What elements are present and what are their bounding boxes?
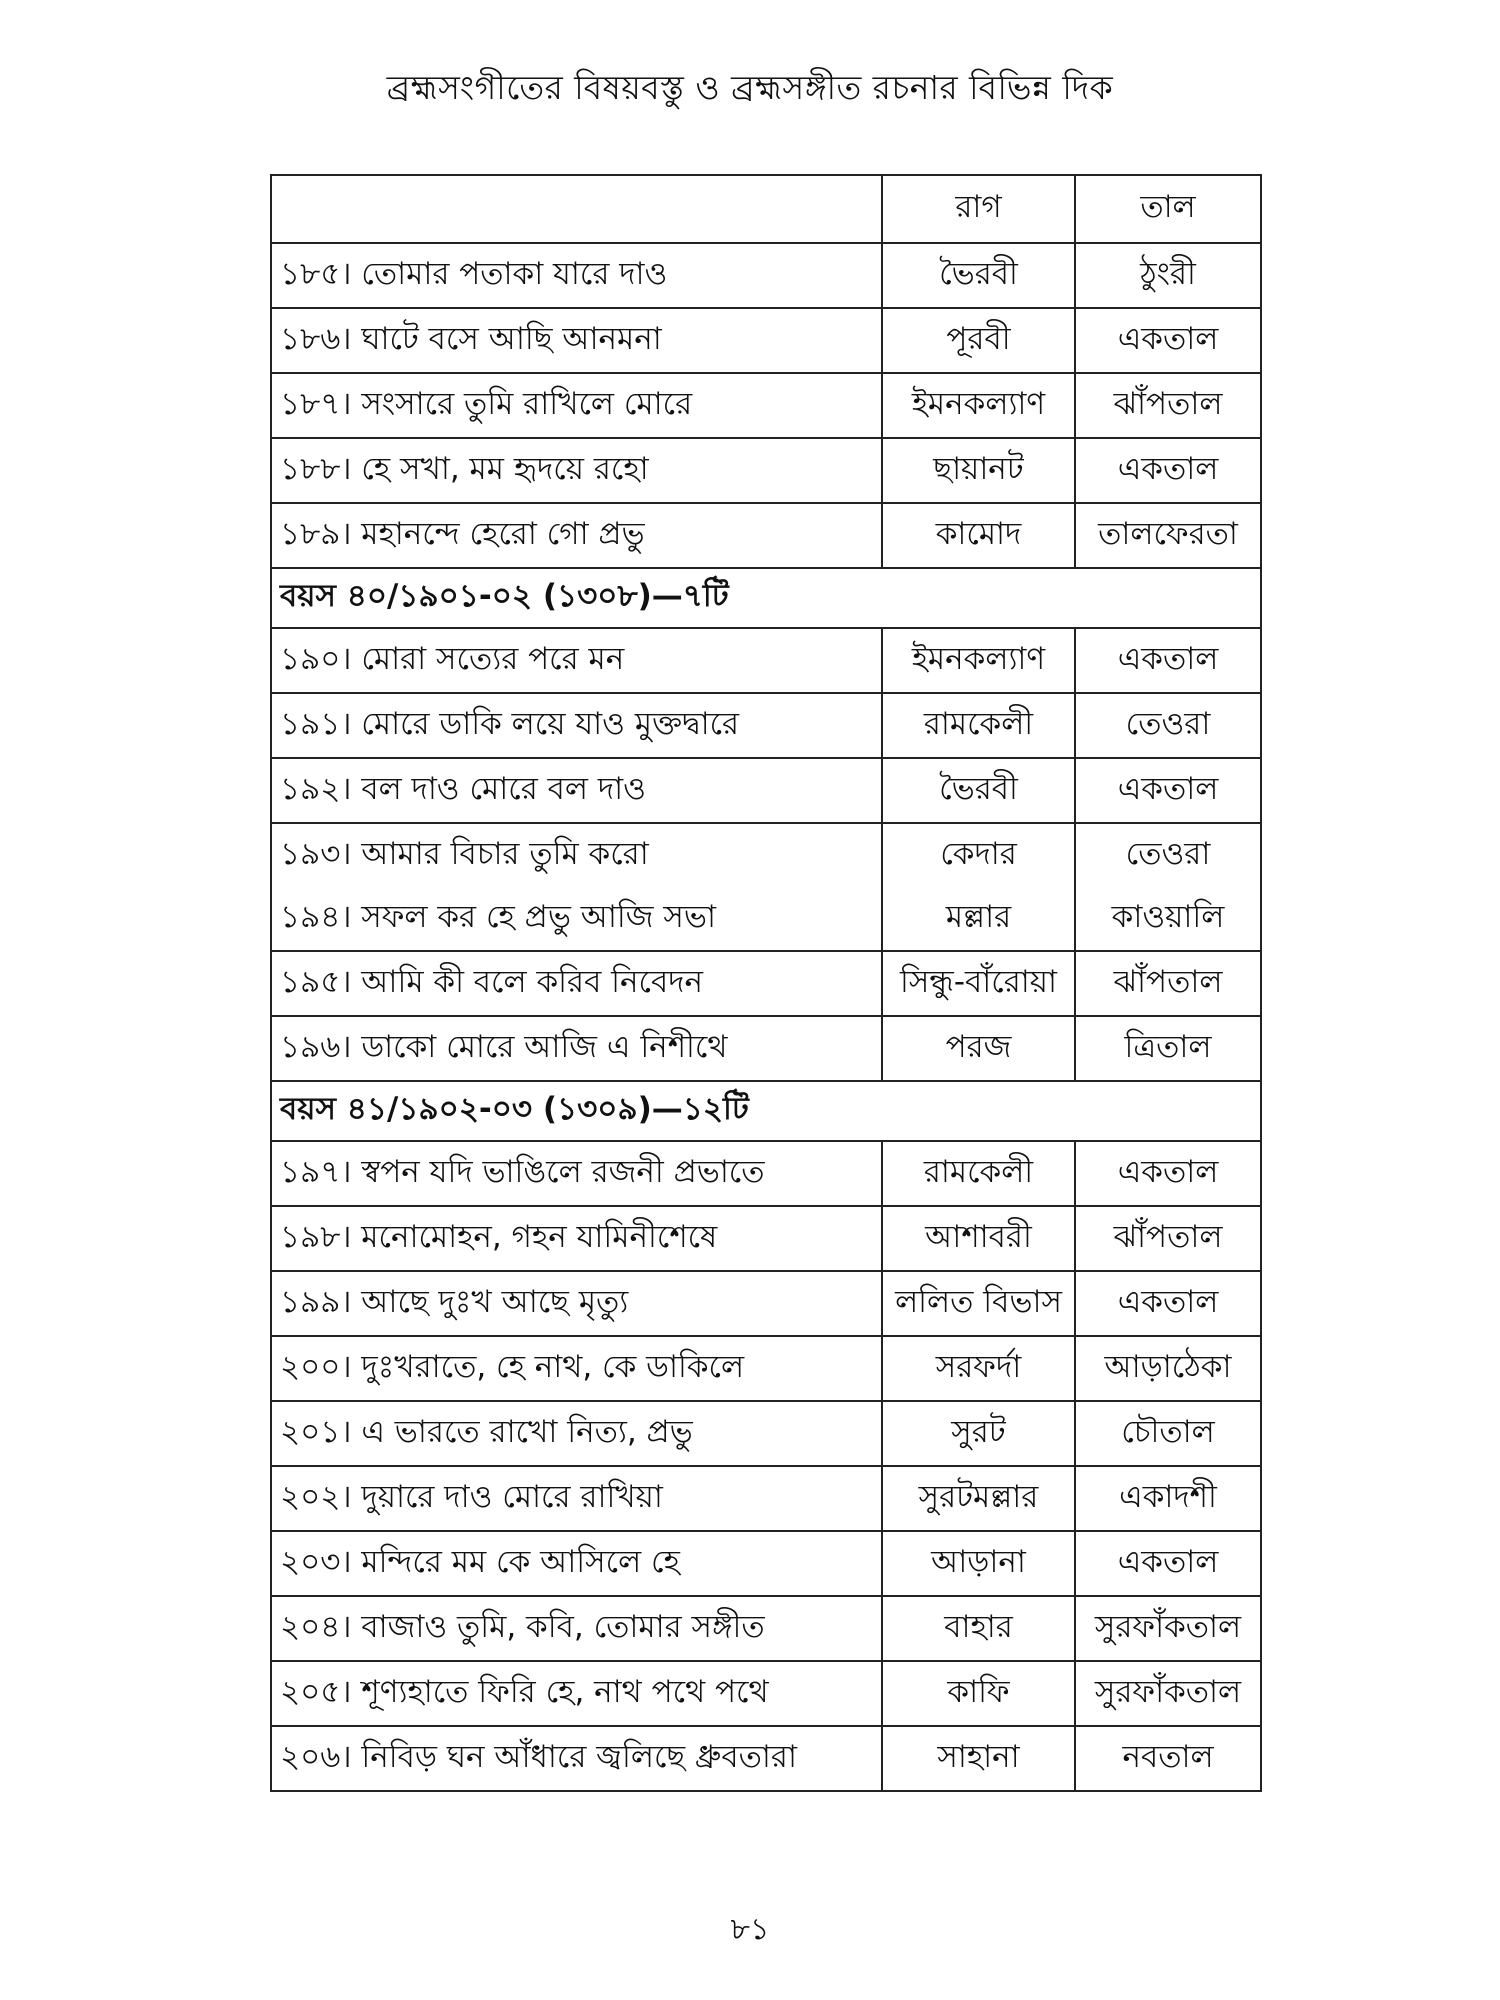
song-title-cell: ১৯১। মোরে ডাকি লয়ে যাও মুক্তদ্বারে xyxy=(271,693,882,758)
tala-cell: একতাল xyxy=(1075,308,1261,373)
table-row xyxy=(271,628,1261,693)
table-row xyxy=(271,758,1261,823)
tala-cell: চৌতাল xyxy=(1075,1401,1261,1466)
raga-cell: কেদার xyxy=(882,823,1075,887)
section-heading: বয়স ৪০/১৯০১-০২ (১৩০৮)—৭টি xyxy=(271,568,1261,628)
song-title-cell: ১৯৪। সফল কর হে প্রভু আজি সভা xyxy=(271,887,882,951)
table-row xyxy=(271,1466,1261,1531)
raga-cell: রামকেলী xyxy=(882,1141,1075,1206)
table-row xyxy=(271,1401,1261,1466)
header-title-cell xyxy=(271,175,882,243)
table-row xyxy=(271,373,1261,438)
song-title-cell: ১৮৯। মহানন্দে হেরো গো প্রভু xyxy=(271,503,882,568)
raga-cell: ভৈরবী xyxy=(882,243,1075,308)
table-row xyxy=(271,823,1261,887)
song-title-cell: ২০২। দুয়ারে দাও মোরে রাখিয়া xyxy=(271,1466,882,1531)
song-title-cell: ২০৩। মন্দিরে মম কে আসিলে হে xyxy=(271,1531,882,1596)
raga-cell: সিন্ধু-বাঁরোয়া xyxy=(882,951,1075,1016)
tala-cell: একাদশী xyxy=(1075,1466,1261,1531)
raga-cell: রামকেলী xyxy=(882,693,1075,758)
raga-cell: আড়ানা xyxy=(882,1531,1075,1596)
song-title-cell: ১৮৭। সংসারে তুমি রাখিলে মোরে xyxy=(271,373,882,438)
raga-cell: কামোদ xyxy=(882,503,1075,568)
table-row xyxy=(271,308,1261,373)
tala-cell: কাওয়ালি xyxy=(1075,887,1261,951)
song-title-cell: ২০১। এ ভারতে রাখো নিত্য, প্রভু xyxy=(271,1401,882,1466)
tala-cell: ঝাঁপতাল xyxy=(1075,373,1261,438)
page-number: ৮১ xyxy=(730,1912,770,1947)
table-row xyxy=(271,951,1261,1016)
table-row xyxy=(271,1661,1261,1726)
tala-cell: একতাল xyxy=(1075,1271,1261,1336)
table-row xyxy=(271,1596,1261,1661)
table-row xyxy=(271,1016,1261,1081)
table-row xyxy=(271,1141,1261,1206)
table-row xyxy=(271,693,1261,758)
table-row xyxy=(271,1726,1261,1791)
raga-cell: আশাবরী xyxy=(882,1206,1075,1271)
tala-cell: ঝাঁপতাল xyxy=(1075,951,1261,1016)
table-row xyxy=(271,1271,1261,1336)
song-title-cell: ১৯৩। আমার বিচার তুমি করো xyxy=(271,823,882,887)
header-tala-cell: তাল xyxy=(1075,175,1261,243)
song-title-cell: ২০৫। শূণ্যহাতে ফিরি হে, নাথ পথে পথে xyxy=(271,1661,882,1726)
tala-cell: সুরফাঁকতাল xyxy=(1075,1661,1261,1726)
table-row xyxy=(271,1206,1261,1271)
song-title-cell: ১৮৮। হে সখা, মম হৃদয়ে রহো xyxy=(271,438,882,503)
tala-cell: একতাল xyxy=(1075,758,1261,823)
song-title-cell: ১৯৭। স্বপন যদি ভাঙিলে রজনী প্রভাতে xyxy=(271,1141,882,1206)
song-title-cell: ১৯৫। আমি কী বলে করিব নিবেদন xyxy=(271,951,882,1016)
tala-cell: একতাল xyxy=(1075,438,1261,503)
tala-cell: তালফেরতা xyxy=(1075,503,1261,568)
table-row xyxy=(271,887,1261,951)
table-row xyxy=(271,243,1261,308)
raga-cell: সুরট xyxy=(882,1401,1075,1466)
table-header-row xyxy=(271,175,1261,243)
raga-cell: সুরটমল্লার xyxy=(882,1466,1075,1531)
raga-cell: ললিত বিভাস xyxy=(882,1271,1075,1336)
tala-cell: ত্রিতাল xyxy=(1075,1016,1261,1081)
raga-cell: পরজ xyxy=(882,1016,1075,1081)
tala-cell: আড়াঠেকা xyxy=(1075,1336,1261,1401)
raga-cell: ইমনকল্যাণ xyxy=(882,373,1075,438)
song-title-cell: ১৯৯। আছে দুঃখ আছে মৃত্যু xyxy=(271,1271,882,1336)
song-title-cell: ১৯৬। ডাকো মোরে আজি এ নিশীথে xyxy=(271,1016,882,1081)
raga-cell: মল্লার xyxy=(882,887,1075,951)
raga-cell: কাফি xyxy=(882,1661,1075,1726)
tala-cell: সুরফাঁকতাল xyxy=(1075,1596,1261,1661)
tala-cell: তেওরা xyxy=(1075,823,1261,887)
table-row xyxy=(271,1336,1261,1401)
raga-cell: পূরবী xyxy=(882,308,1075,373)
raga-cell: ইমনকল্যাণ xyxy=(882,628,1075,693)
tala-cell: একতাল xyxy=(1075,1531,1261,1596)
tala-cell: নবতাল xyxy=(1075,1726,1261,1791)
header-raga-cell: রাগ xyxy=(882,175,1075,243)
raga-cell: বাহার xyxy=(882,1596,1075,1661)
song-table-body xyxy=(271,175,1261,1791)
raga-cell: ছায়ানট xyxy=(882,438,1075,503)
table-row xyxy=(271,438,1261,503)
section-heading: বয়স ৪১/১৯০২-০৩ (১৩০৯)—১২টি xyxy=(271,1081,1261,1141)
tala-cell: একতাল xyxy=(1075,628,1261,693)
song-table xyxy=(270,174,1262,1792)
tala-cell: তেওরা xyxy=(1075,693,1261,758)
song-title-cell: ২০৬। নিবিড় ঘন আঁধারে জ্বলিছে ধ্রুবতারা xyxy=(271,1726,882,1791)
raga-cell: ভৈরবী xyxy=(882,758,1075,823)
raga-cell: সরফর্দা xyxy=(882,1336,1075,1401)
tala-cell: ঠুংরী xyxy=(1075,243,1261,308)
song-title-cell: ১৯০। মোরা সত্যের পরে মন xyxy=(271,628,882,693)
raga-cell: সাহানা xyxy=(882,1726,1075,1791)
section-heading-row xyxy=(271,1081,1261,1141)
song-title-cell: ২০৪। বাজাও তুমি, কবি, তোমার সঙ্গীত xyxy=(271,1596,882,1661)
table-row xyxy=(271,503,1261,568)
section-heading-row xyxy=(271,568,1261,628)
table-row xyxy=(271,1531,1261,1596)
tala-cell: ঝাঁপতাল xyxy=(1075,1206,1261,1271)
page-title: ব্রহ্মসংগীতের বিষয়বস্তু ও ব্রহ্মসঙ্গীত রচনার বিভিন্ন দিক xyxy=(386,68,1114,107)
song-title-cell: ২০০। দুঃখরাতে, হে নাথ, কে ডাকিলে xyxy=(271,1336,882,1401)
song-title-cell: ১৮৬। ঘাটে বসে আছি আনমনা xyxy=(271,308,882,373)
song-title-cell: ১৯৮। মনোমোহন, গহন যামিনীশেষে xyxy=(271,1206,882,1271)
song-title-cell: ১৯২। বল দাও মোরে বল দাও xyxy=(271,758,882,823)
tala-cell: একতাল xyxy=(1075,1141,1261,1206)
song-title-cell: ১৮৫। তোমার পতাকা যারে দাও xyxy=(271,243,882,308)
